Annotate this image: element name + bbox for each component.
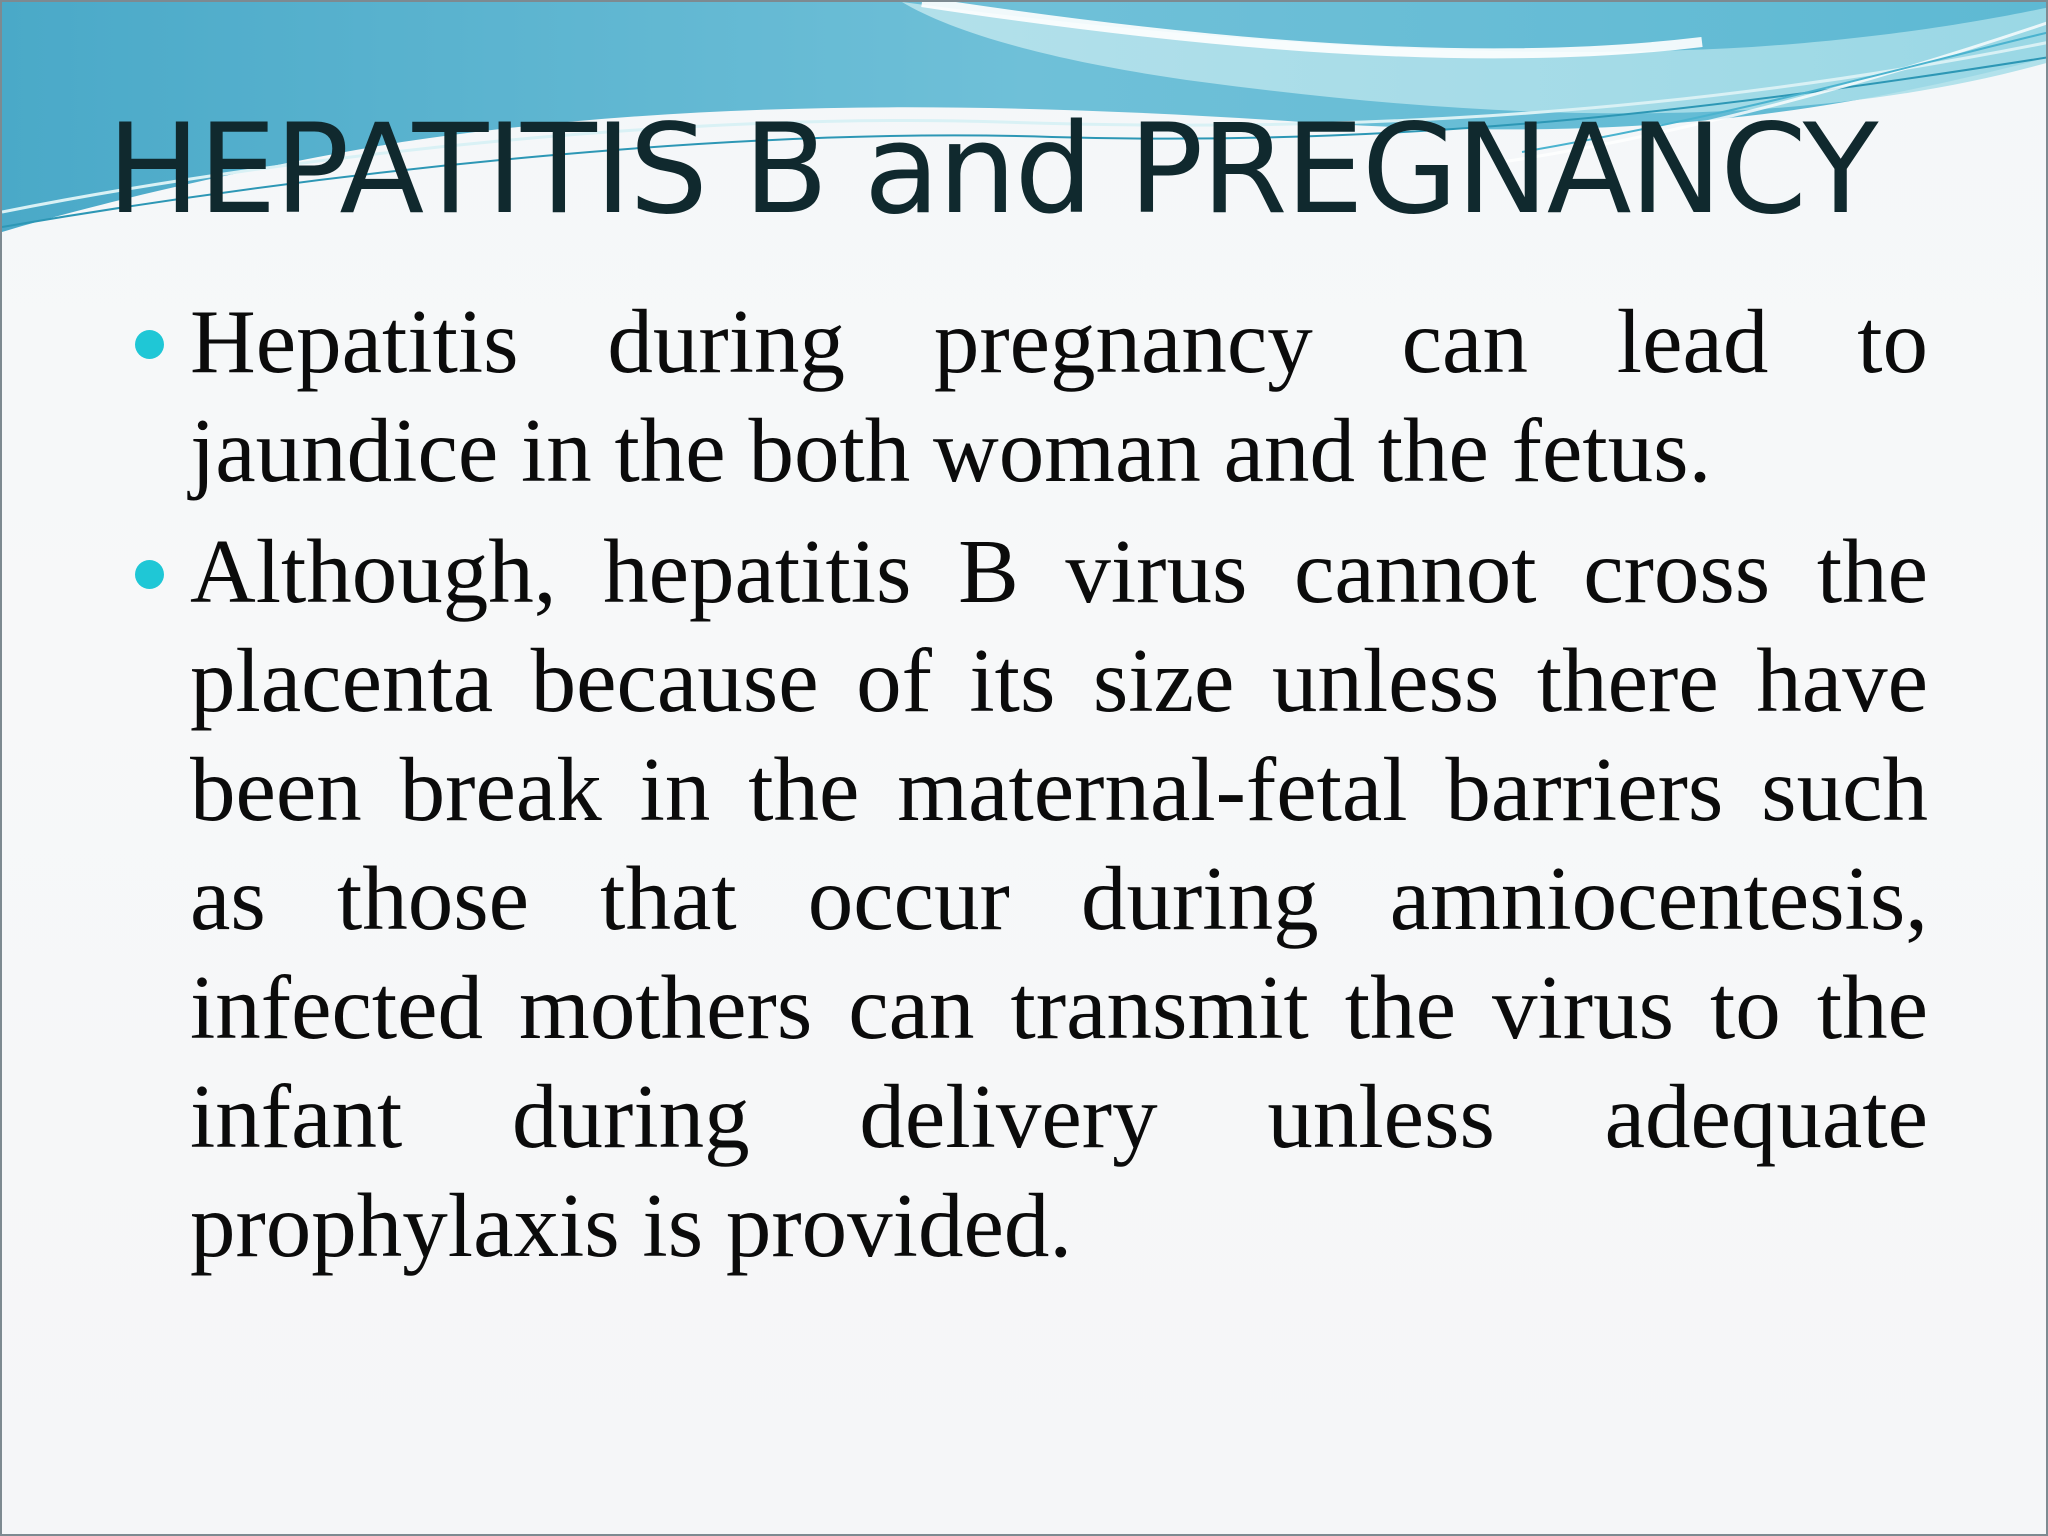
bullet-dot-icon xyxy=(135,560,164,589)
bullet-text: Hepatitis during pregnancy can lead to jaundice in the both woman and the fetus. xyxy=(190,291,1928,501)
bullet-text: Although, hepatitis B virus cannot cross the placenta because of its size unless there have been break in the maternal-fetal barriers such as those that occur during amniocentesis, infected mothers can transmit the virus to the infant during delivery unless adequate prophylaxis is provided. xyxy=(190,521,1928,1276)
bullet-item xyxy=(130,517,1928,1280)
bullet-list xyxy=(130,287,1928,1292)
bullet-dot-icon xyxy=(135,330,164,359)
bullet-item xyxy=(130,287,1928,505)
slide-title: HEPATITIS B and PREGNANCY xyxy=(107,98,1877,242)
